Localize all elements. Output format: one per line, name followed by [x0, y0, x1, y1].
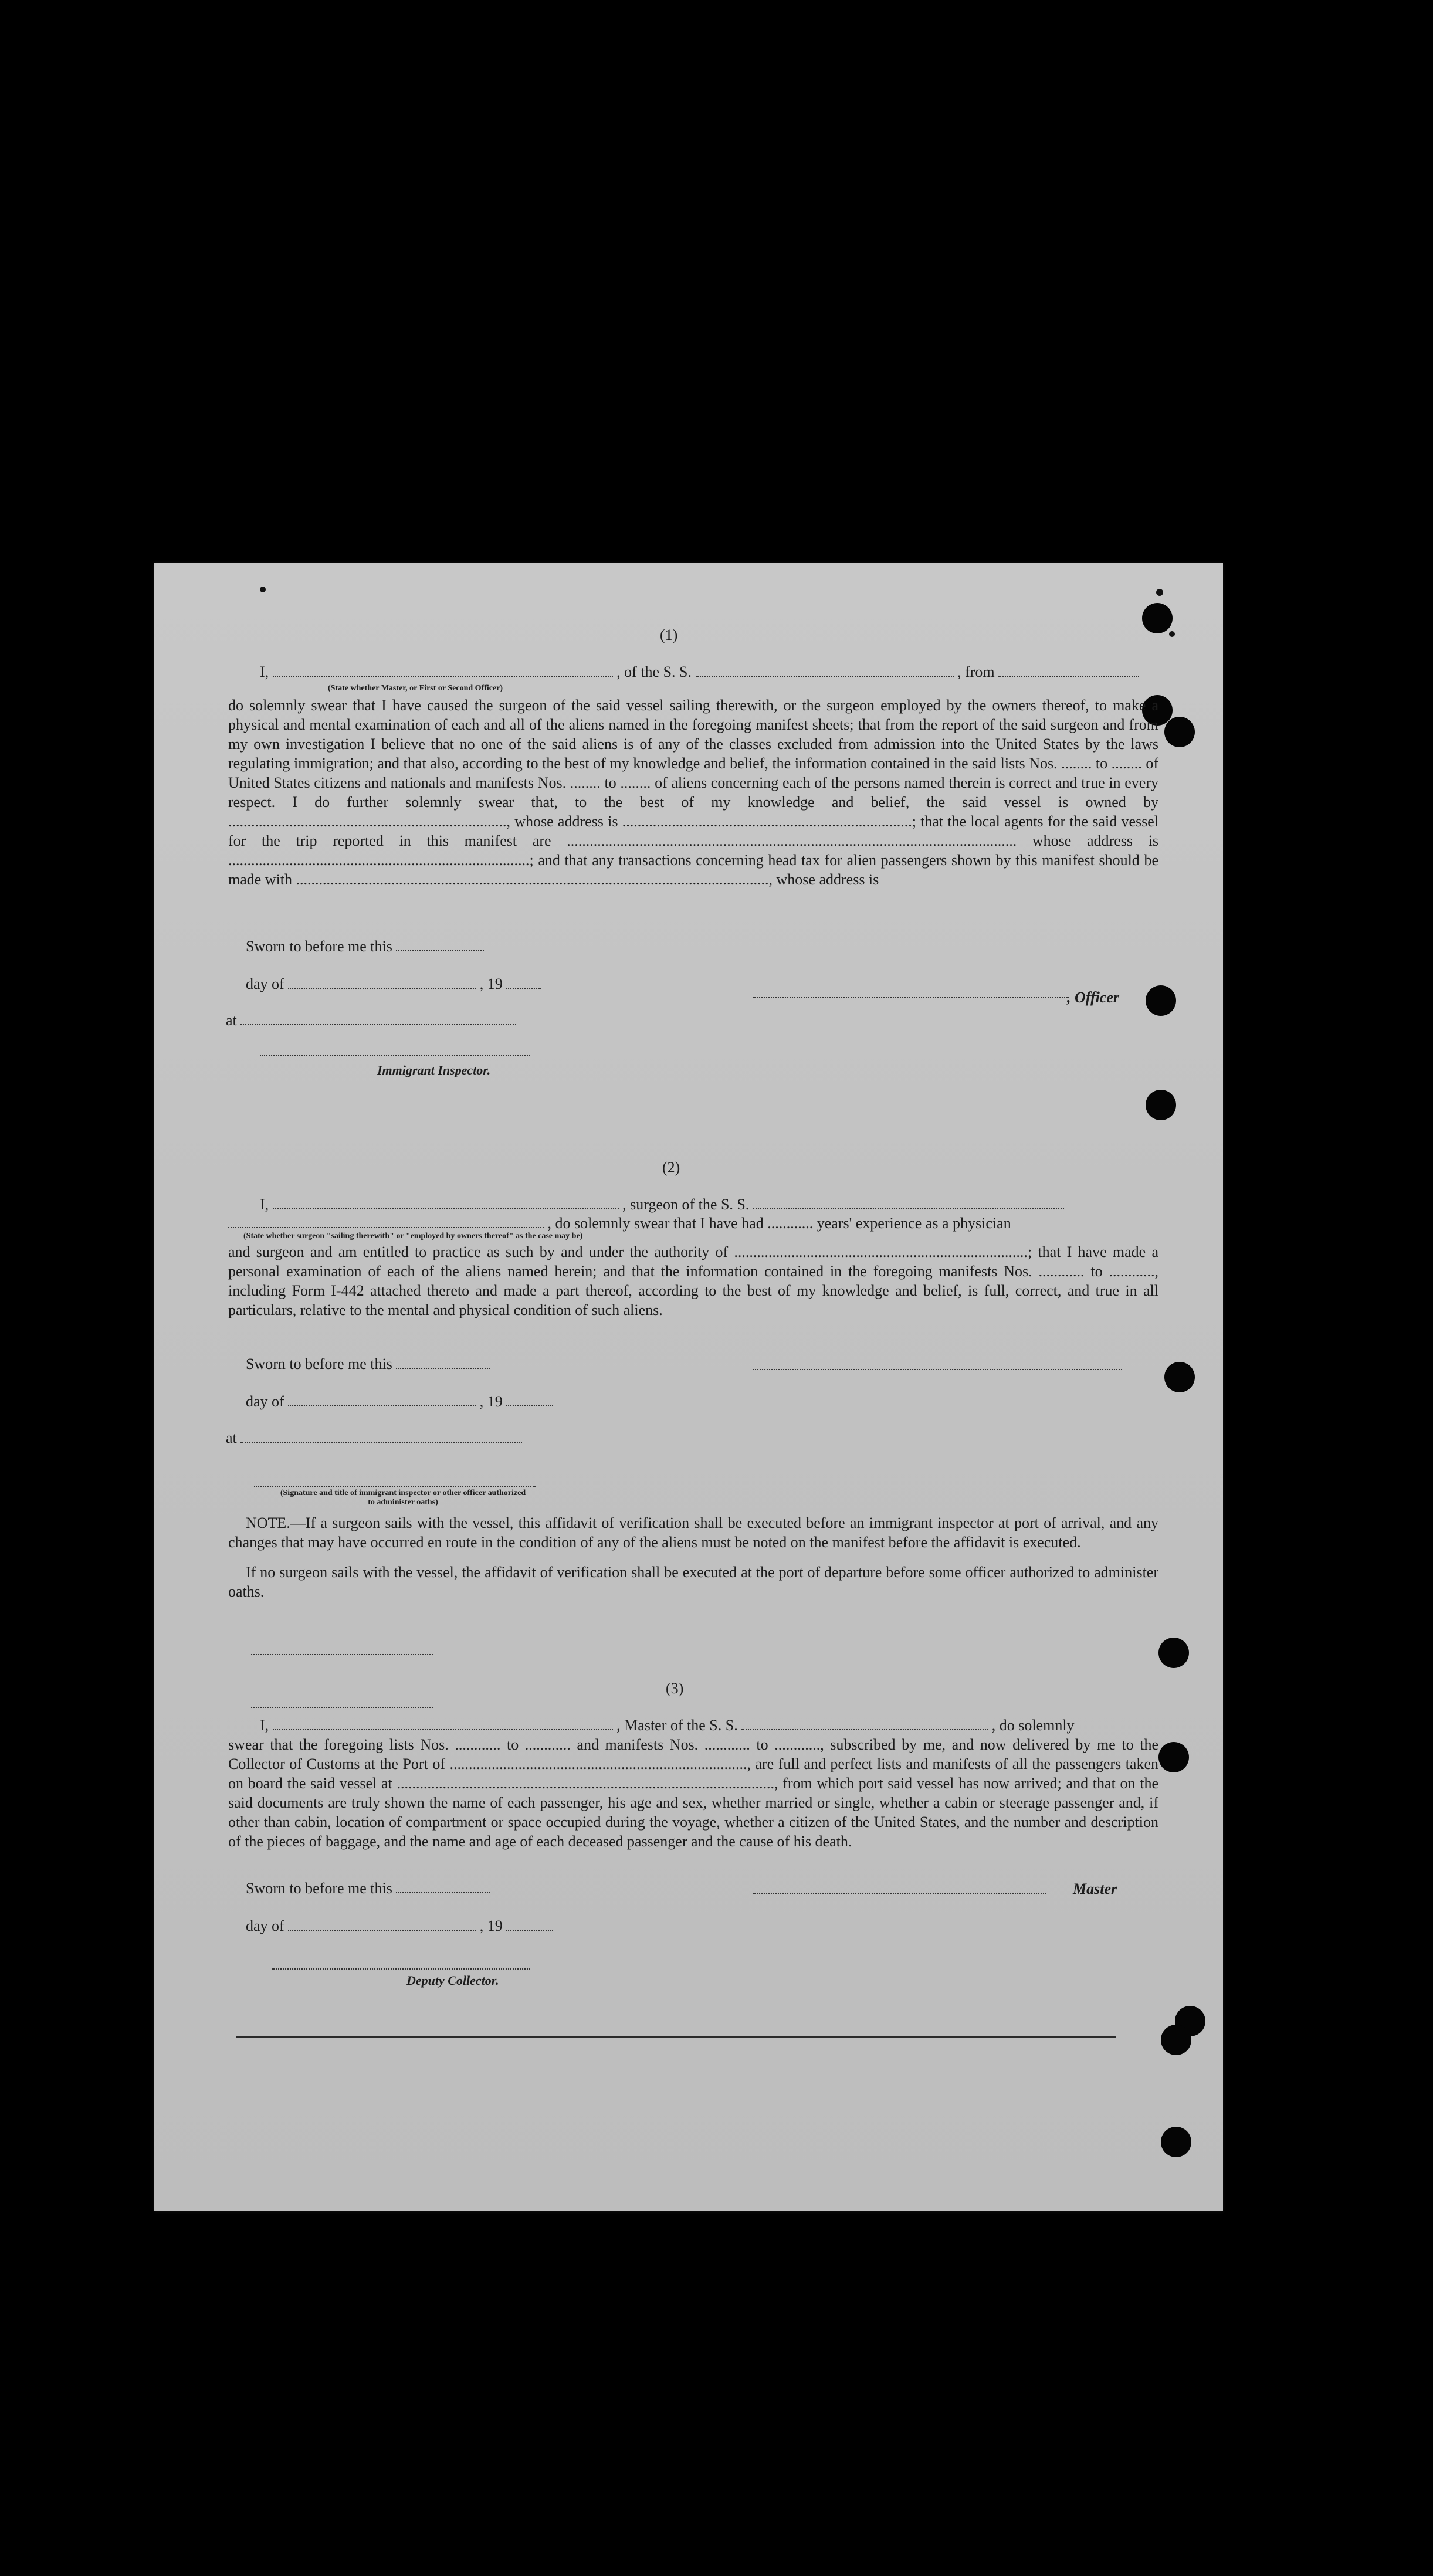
inspector-signature-line	[260, 1055, 530, 1056]
name-blank	[273, 663, 613, 677]
from-label: , from	[957, 663, 995, 680]
day-of-label: day of	[246, 975, 284, 992]
section-3-day	[246, 1917, 553, 1935]
section-3-top-rule-2	[251, 1707, 433, 1708]
bleed-through-text	[565, 915, 583, 983]
section-2-sworn	[246, 1355, 490, 1373]
year-blank	[506, 975, 541, 989]
ink-speck	[1156, 589, 1163, 596]
punch-hole	[1158, 1742, 1189, 1772]
from-blank	[998, 663, 1139, 677]
officer-oath-signature-line	[254, 1486, 536, 1487]
section-2-body: and surgeon and am entitled to practice as such by and under the authority of .............................................................................; that I have made a personal examination of each of the aliens named herein; and that the information contained in the foregoing manifests Nos. ............ to ............, including Form I-442 attached thereto and made a part thereof, according to the best of my knowledge and belief, is full, correct, and true in all particulars, relative to the mental and physical condition of such aliens.	[228, 1243, 1158, 1318]
officer-label: , Officer	[1067, 989, 1120, 1006]
punch-hole	[1164, 1362, 1195, 1392]
surgeon-type-blank	[228, 1214, 544, 1228]
master-signature-line	[753, 1893, 1046, 1894]
day-of-label: day of	[246, 1917, 284, 1934]
experience-text: , do solemnly swear that I have had ............ years' experience as a physician	[547, 1215, 1011, 1232]
punch-hole	[1146, 985, 1176, 1016]
surgeon-label: , surgeon of the S. S.	[622, 1196, 750, 1213]
collector-signature-line	[272, 1968, 530, 1970]
punch-hole	[1161, 2025, 1191, 2055]
section-1-sworn	[246, 937, 484, 955]
deputy-collector-label: Deputy Collector.	[406, 1973, 499, 1988]
manifest-page	[154, 563, 1223, 2211]
sworn-blank	[396, 1879, 490, 1893]
section-3-sworn	[246, 1879, 490, 1897]
i-label: I,	[260, 1196, 269, 1213]
year-blank	[506, 1392, 553, 1406]
sworn-label: Sworn to before me this	[246, 1355, 392, 1372]
name-blank	[273, 1195, 619, 1209]
immigrant-inspector-label: Immigrant Inspector.	[377, 1063, 491, 1077]
master-label: , Master of the S. S.	[616, 1717, 738, 1734]
day-of-label: day of	[246, 1393, 284, 1410]
punch-hole	[1158, 1638, 1189, 1668]
section-1-day	[246, 975, 541, 993]
day-blank	[288, 1392, 476, 1406]
ship-blank	[753, 1195, 1064, 1209]
section-1-at	[226, 1011, 516, 1029]
sworn-label: Sworn to before me this	[246, 1880, 392, 1897]
sworn-blank	[396, 937, 484, 951]
at-label: at	[226, 1429, 237, 1446]
master-label-signature: Master	[1073, 1880, 1117, 1897]
punch-hole	[1146, 1090, 1176, 1120]
section-2-day	[246, 1392, 553, 1411]
section-2-note-2: If no surgeon sails with the vessel, the affidavit of verification shall be executed at the port of departure before some officer authorized to administer oaths.	[228, 1564, 1158, 1600]
section-2-number: (2)	[662, 1159, 680, 1176]
note-label: NOTE.	[246, 1514, 290, 1531]
ship-blank	[696, 663, 954, 677]
at-blank	[240, 1429, 522, 1443]
year-label: , 19	[479, 975, 503, 992]
section-3-body: swear that the foregoing lists Nos. ............ to ............ and manifests Nos. ............ to ............, subscribed by me, and now delivered by me to the Collector of Customs at the Port of .............................................................................., are full and perfect lists and manifests of all the passengers taken on board the said vessel at ..................................................................................................., from which port said vessel has now arrived; and that on the said documents are truly shown the name of each passenger, his age and sex, whether married or single, whether a cabin or steerage passenger and, if other than cabin, location of compartment or space occupied during the voyage, whether a citizen of the United States, and the number and description of the pieces of baggage, and the name and age of each deceased passenger and the cause of his death.	[228, 1736, 1158, 1850]
section-3-number: (3)	[666, 1680, 684, 1697]
section-3-line-i	[260, 1716, 1075, 1734]
ink-speck	[1169, 631, 1175, 637]
section-2-at	[226, 1429, 522, 1447]
surgeon-note: (State whether surgeon "sailing therewith" or "employed by owners thereof" as the case may be)	[243, 1232, 583, 1240]
section-2-note	[228, 1513, 1158, 1552]
year-label: , 19	[479, 1917, 503, 1934]
section-1-number: (1)	[660, 626, 678, 643]
i-label: I,	[260, 663, 269, 680]
master-note: (State whether Master, or First or Second Officer)	[328, 684, 503, 693]
day-blank	[288, 1917, 476, 1931]
signature-title-note: (Signature and title of immigrant inspector or other officer authorized to administer oaths)	[280, 1489, 526, 1507]
bottom-rule	[236, 2036, 1116, 2038]
ss-label: , of the S. S.	[616, 663, 692, 680]
sworn-label: Sworn to before me this	[246, 938, 392, 955]
i-label: I,	[260, 1717, 269, 1734]
section-1-line-i	[260, 663, 1139, 681]
punch-hole	[1164, 717, 1195, 747]
section-2-line-i	[260, 1195, 1064, 1214]
end-label: , do solemnly	[991, 1717, 1075, 1734]
year-blank	[506, 1917, 553, 1931]
year-label: , 19	[479, 1393, 503, 1410]
ink-speck	[260, 587, 266, 592]
punch-hole	[1142, 603, 1173, 633]
section-1-body: do solemnly swear that I have caused the surgeon of the said vessel sailing therewith, or the surgeon employed by the owners thereof, to make a physical and mental examination of each and all of the aliens named in the foregoing manifest sheets; that from the report of the said surgeon and from my own investigation I believe that no one of the said aliens is of any of the classes excluded from admission into the United States by the laws regulating immigration; and that also, according to the best of my knowledge and belief, the information contained in the said lists Nos. ........ to ........ of United States citizens and nationals and manifests Nos. ........ to ........ of aliens concerning each of the persons named therein is correct and true in every respect. I do further solemnly swear that, to the best of my knowledge and belief, the said vessel is owned by ........................................................................., whose address is ............................................................................; that the local agents for the said vessel for the trip reported in this manifest are ...................................................................................................................... whose address is ...............................................................................; and that any transactions concerning head tax for alien passengers shown by this manifest should be made with ............................................................................................................................, whose address is	[228, 697, 1158, 888]
surgeon-signature-line	[753, 1369, 1122, 1370]
ship-blank	[741, 1716, 988, 1730]
at-label: at	[226, 1012, 237, 1029]
officer-signature-line	[753, 997, 1069, 998]
section-3-top-rule	[251, 1654, 433, 1655]
sworn-blank	[396, 1355, 490, 1369]
note-body: —If a surgeon sails with the vessel, this affidavit of verification shall be executed before an immigrant inspector at port of arrival, and any changes that may have occurred en route in the condition of any of the aliens must be noted on the manifest before the affidavit is executed.	[228, 1514, 1158, 1551]
at-blank	[240, 1011, 516, 1025]
section-2-line-2	[228, 1214, 1011, 1232]
punch-hole	[1161, 2127, 1191, 2157]
name-blank	[273, 1716, 613, 1730]
day-blank	[288, 975, 476, 989]
